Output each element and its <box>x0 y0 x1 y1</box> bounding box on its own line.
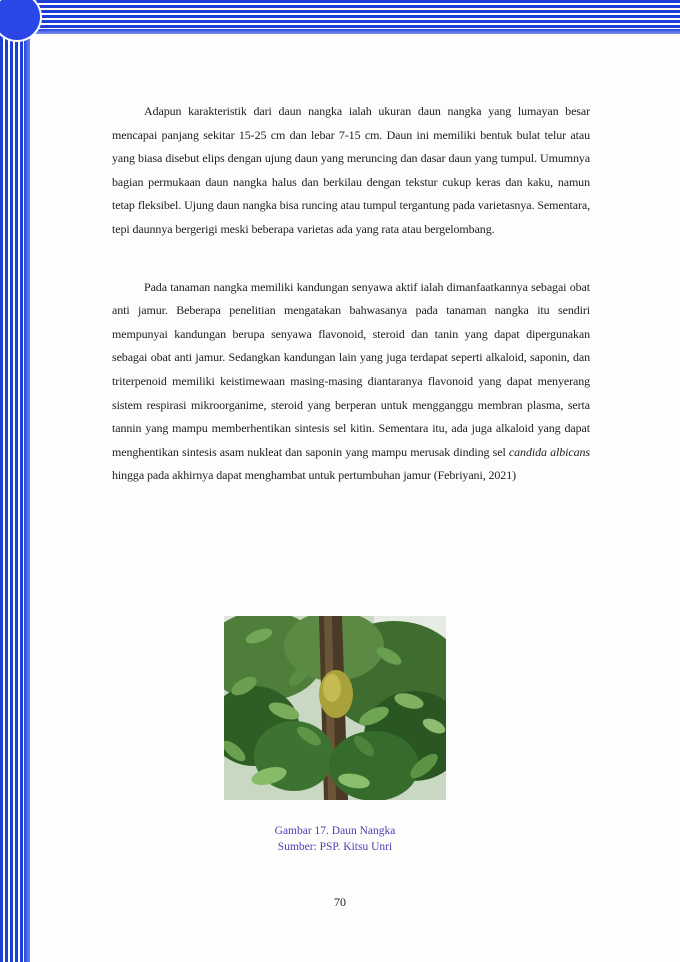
left-decorative-border <box>0 0 30 962</box>
figure-caption-source: Sumber: PSP. Kitsu Unri <box>277 841 393 853</box>
paragraph-antifungal-compounds <box>112 276 590 488</box>
paragraph-leaf-characteristics <box>112 100 590 242</box>
figure-caption <box>200 823 470 855</box>
paragraph-1-text: Adapun karakteristik dari daun nangka ialah ukuran daun nangka yang lumayan besar mencapai panjang sekitar 15-25 cm dan lebar 7-15 cm. Daun ini memiliki bentuk bulat telur atau yang biasa disebut elips dengan ujung daun yang meruncing dan dasar daun yang tumpul. Umumnya bagian permukaan daun nangka halus dan berkilau dengan tekstur cukup keras dan kaku, namun tetap fleksibel. Ujung daun nangka bisa runcing atau tumpul tergantung pada varietasnya. Sementara, tepi daunnya bergerigi meski beberapa varietas ada yang rata atau bergelombang. <box>112 104 590 236</box>
paragraph-2-text-before: Pada tanaman nangka memiliki kandungan senyawa aktif ialah dimanfaatkannya sebagai obat anti jamur. Beberapa penelitian mengatakan bahwasanya pada tanaman nangka itu sendiri mempunyai kandungan berupa senyawa flavonoid, steroid dan tanin yang dapat dipergunakan sebagai obat anti jamur. Sedangkan kandungan lain yang juga terdapat seperti alkaloid, saponin, dan triterpenoid memiliki keistimewaan masing-masing diantaranya flavonoid yang dapat menyerang sistem respirasi mikroorganime, steroid yang berperan untuk mengganggu membran plasma, serta tannin yang mampu memberhentikan sintesis sel kitin. Sementara itu, ada juga alkaloid yang dapat menghentikan sintesis asam nukleat dan saponin yang mampu merusak dinding sel <box>112 279 590 459</box>
paragraph-2-text-after: hingga pada akhirnya dapat menghambat untuk pertumbuhan jamur (Febriyani, 2021) <box>112 468 516 483</box>
top-decorative-border <box>20 0 680 34</box>
paragraph-2-species-name: candida albicans <box>508 444 590 459</box>
corner-circle-ornament <box>0 0 40 40</box>
page-number: 70 <box>334 895 346 909</box>
body-text <box>112 100 590 488</box>
figure-caption-title: Gambar 17. Daun Nangka <box>274 825 396 837</box>
jackfruit-tree-photo <box>224 616 446 800</box>
